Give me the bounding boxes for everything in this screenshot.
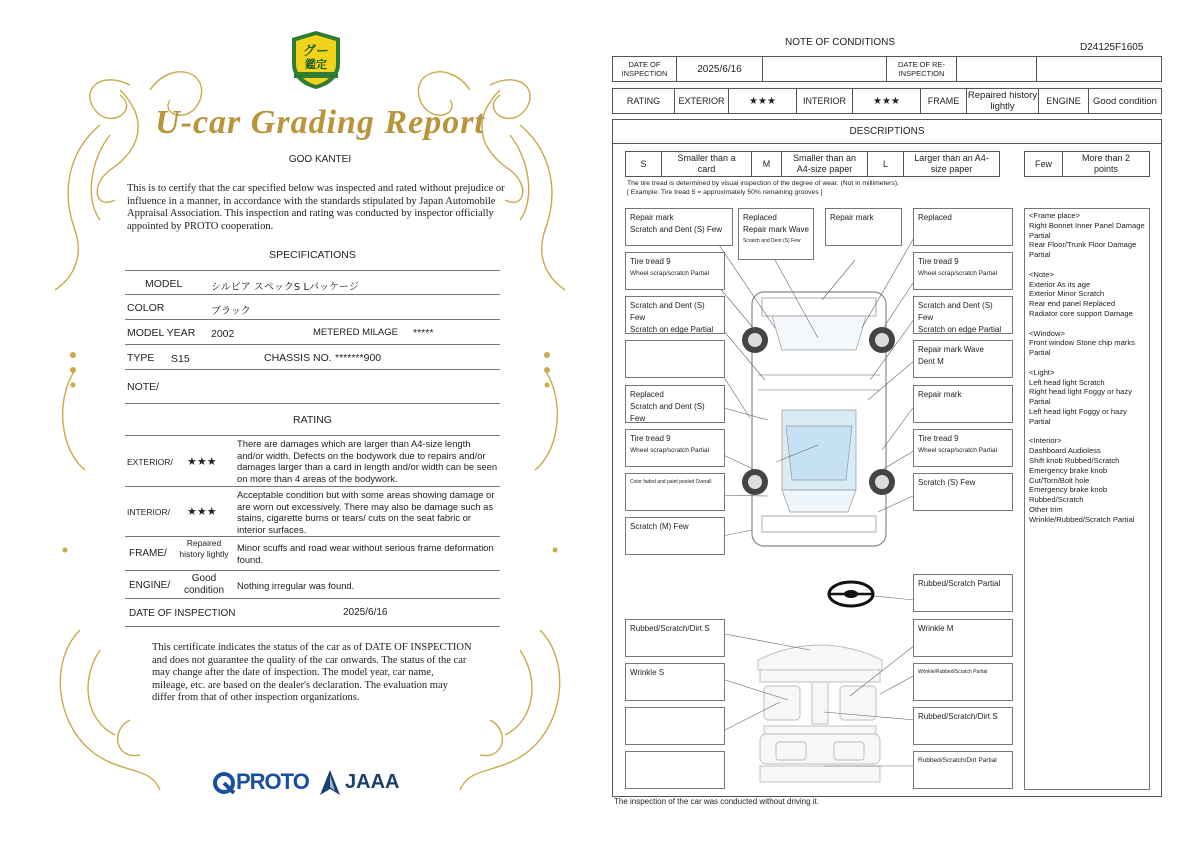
side-note-line: Shift knob Rubbed/Scratch (1029, 455, 1120, 465)
frame-value: Repaired history lightly (179, 538, 229, 559)
legend-s: S (626, 152, 662, 177)
side-note-line: Front window Stone chip marks Partial (1029, 338, 1135, 358)
remark-text: Scratch and Dent (S) Few (630, 225, 723, 234)
remark-box-dashboard (625, 619, 725, 657)
side-notes-panel (1024, 208, 1150, 790)
remark-text: Rubbed/Scratch/Dirt S (918, 712, 998, 721)
side-note-line: <Window> (1029, 328, 1065, 338)
interior-header-stars: ★★★ (853, 89, 921, 114)
remark-box-steering (913, 574, 1013, 612)
side-note-line (1029, 260, 1145, 270)
note-label: NOTE/ (127, 381, 160, 393)
mileage-label: METERED MILAGE (313, 327, 398, 338)
side-note-line: <Interior> (1029, 436, 1062, 446)
remark-text: Scratch (M) Few (630, 522, 689, 531)
note-title: NOTE OF CONDITIONS (785, 37, 895, 48)
remark-box-front-right-seat (913, 619, 1013, 657)
frame-desc: Minor scuffs and road wear without serious frame deformation found. (237, 542, 494, 565)
side-note-line: <Note> (1029, 269, 1054, 279)
tire-rear-left (742, 469, 768, 495)
reinsp-header: DATE OF RE-INSPECTION (887, 57, 957, 82)
remark-text: Scratch on edge Partial (918, 325, 1002, 334)
engine-label: ENGINE/ (129, 580, 171, 591)
type-value: S15 (171, 353, 190, 365)
side-note-line (1029, 358, 1145, 368)
exterior-desc: There are damages which are larger than A4-size length and/or width. Defects on the bodywork due to repairs and/or damages larger than a card in length and/or width can be seen on more than 4 areas of the bodywork. (237, 438, 498, 484)
model-label: MODEL (145, 278, 183, 290)
side-notes-list (1029, 211, 1145, 525)
side-note-line: Left head light Scratch (1029, 377, 1105, 387)
note-code: D24125F1605 (1080, 42, 1144, 53)
remark-box-tire-rear-left (625, 429, 725, 467)
side-note-line: Rear Floor/Trunk Floor Damage Partial (1029, 240, 1137, 260)
report-subtitle: GOO KANTEI (288, 154, 352, 165)
side-note-line: Radiator core support Damage (1029, 308, 1133, 318)
doi-header-value: 2025/6/16 (677, 57, 763, 82)
remark-text: Tire tread 9 (918, 257, 959, 266)
side-note-line: Other trim Wrinkle/Rubbed/Scratch Partial (1029, 504, 1135, 524)
exterior-header: EXTERIOR (675, 89, 729, 114)
remark-text: Wrinkle/Rubbed/Scratch Partial (918, 669, 988, 675)
remark-text: Dent M (918, 357, 944, 366)
model-value: シルビア スペックS Lパッケージ (211, 282, 359, 293)
report-footer: This certificate indicates the status of the car as of DATE OF INSPECTION and does not guarantee the quality of the car onwards. The status of the car may change after the date of inspection. The model year, car name, mileage, etc. are based on the dealer's declaration. The evaluation may differ from that of other inspection organizations. (152, 642, 472, 703)
car-interior-diagram (720, 630, 920, 800)
side-note-line: Emergency brake knob Cut/Torn/Bolt hole (1029, 465, 1108, 485)
remark-text: Scratch (S) Few (918, 478, 976, 487)
inspection-date-row (612, 56, 1162, 82)
side-note-line: Right head light Foggy or hazy Partial (1029, 387, 1132, 407)
remark-box-center-console (913, 707, 1013, 745)
remark-text: Replaced (918, 213, 952, 222)
legend-m: M (752, 152, 782, 177)
interior-desc: Acceptable condition but with some areas showing damage or are worn out excessively. There may also be damage such as stains, cigarette burns or tears/ cuts on the seat fabric or interior surfaces. (237, 489, 495, 535)
year-label: MODEL YEAR (127, 327, 196, 339)
remark-text: Replaced (630, 390, 664, 399)
remark-box-rear-seat (913, 751, 1013, 789)
rating-row (612, 88, 1162, 114)
side-note-line (1029, 319, 1145, 329)
remark-text: Tire tread 9 (630, 434, 671, 443)
remark-box-left-fender (625, 296, 725, 334)
remark-box-right-door-trim (913, 663, 1013, 701)
engine-value: Good condition (183, 573, 225, 596)
remark-box-left-door-trim (625, 707, 725, 745)
interior-label: INTERIOR/ (127, 507, 170, 517)
remark-text: Wheel scrap/scratch Partial (630, 447, 710, 454)
remark-text: Tire tread 9 (918, 434, 959, 443)
rating-header: RATING (613, 89, 675, 114)
remark-box-tire-front-right (913, 252, 1013, 290)
remark-text: Color faded and paint peeled Overall (630, 479, 712, 485)
side-note-line: Emergency brake knob Rubbed/Scratch (1029, 485, 1108, 505)
legend-l: L (868, 152, 904, 177)
frame-header-value: Repaired history lightly (967, 90, 1038, 112)
tire-rear-right (869, 469, 895, 495)
exterior-label: EXTERIOR/ (127, 457, 173, 467)
color-label: COLOR (127, 302, 165, 314)
side-note-line: Exterior As its age (1029, 279, 1091, 289)
chassis-value: *******900 (335, 352, 382, 364)
frame-header: FRAME (921, 89, 967, 114)
seal-top-text: グー (302, 43, 329, 58)
grading-report (40, 30, 600, 810)
side-note-line: Dashboard Audioless (1029, 446, 1101, 456)
steering-wheel-icon (826, 578, 876, 610)
remark-text: Repair mark (830, 213, 874, 222)
remark-text: Repair mark Wave (918, 345, 984, 354)
remark-text: Wrinkle S (630, 668, 665, 677)
specs-heading: SPECIFICATIONS (269, 249, 356, 261)
tire-note-1: The tire tread is determined by visual inspection of the degree of wear. (Not in millimeters). (627, 180, 899, 187)
size-legend (625, 151, 1000, 177)
legend-l-desc: Larger than an A4-size paper (904, 152, 1000, 177)
doi-label: DATE OF INSPECTION (129, 608, 236, 619)
exterior-stars: ★★★ (187, 455, 217, 468)
remark-box-front-left-corner (625, 208, 733, 246)
side-note-line: Rear end panel Replaced (1029, 299, 1116, 309)
side-note-line: <Frame place> (1029, 211, 1081, 220)
remark-text: Repair mark Wave (743, 225, 809, 234)
remark-text: Repair mark (918, 390, 962, 399)
rating-heading: RATING (293, 414, 332, 426)
tire-note-2: [ Example: Tire tread 5 = approximately 50% remaining grooves ] (627, 189, 823, 196)
side-note-line: <Light> (1029, 367, 1055, 377)
remark-box-roof (625, 473, 725, 511)
remark-box-front-bumper (738, 208, 814, 260)
legend-few: Few (1025, 152, 1063, 177)
remark-box-left-door (625, 340, 725, 378)
remark-text: Scratch and Dent (S) Few (743, 238, 801, 244)
remark-box-tire-front-left (625, 252, 725, 290)
specs-table (125, 270, 500, 404)
mileage-value: ***** (413, 327, 434, 339)
remark-box-bonnet (825, 208, 902, 246)
frame-label: FRAME/ (129, 548, 167, 559)
remark-box-rear-right-quarter (913, 473, 1013, 511)
remark-box-rear-bumper (625, 517, 725, 555)
remark-box-right-fender (913, 296, 1013, 334)
proto-logo-text: PROTO (236, 769, 309, 794)
remark-text: Wheel scrap/scratch Partial (918, 270, 998, 277)
side-note-line (1029, 427, 1145, 437)
legend-m-desc: Smaller than an A4-size paper (782, 152, 868, 177)
report-intro: This is to certify that the car specified below was inspected and rated without prejudice or influence in a manner, in accordance with the standards stipulated by Japan Automobile Appraisal Association. This inspection and rating was conducted by inspector officially appointed by PROTO cooperation. (127, 183, 505, 232)
rating-table (125, 435, 500, 627)
descriptions-heading: DESCRIPTIONS (613, 120, 1161, 144)
chassis-label: CHASSIS NO. (264, 352, 332, 364)
note-footer: The inspection of the car was conducted without driving it. (614, 797, 819, 806)
remark-text: Rubbed/Scratch/Dirt S (630, 624, 710, 633)
engine-header-value: Good condition (1089, 89, 1162, 114)
year-value: 2002 (211, 328, 235, 340)
interior-stars: ★★★ (187, 505, 217, 518)
proto-mark-icon (212, 771, 236, 795)
doi-value: 2025/6/16 (343, 607, 388, 618)
side-note-line: Left head light Foggy or hazy Partial (1029, 406, 1127, 426)
remark-box-rear-left-seat (625, 751, 725, 789)
report-title: U-car Grading Report (155, 104, 485, 141)
exterior-header-stars: ★★★ (729, 89, 797, 114)
remark-box-tire-rear-right (913, 429, 1013, 467)
remark-box-front-left-seat (625, 663, 725, 701)
remark-box-right-door (913, 340, 1013, 378)
remark-text: Rubbed/Scratch Partial (918, 579, 1001, 588)
engine-header: ENGINE (1039, 89, 1089, 114)
remark-box-front-right-corner (913, 208, 1013, 246)
remark-text: Wheel scrap/scratch Partial (918, 447, 998, 454)
remark-text: Rubbed/Scratch/Dirt Partial (918, 757, 997, 764)
remark-text: Replaced (743, 213, 777, 222)
remark-text: Wheel scrap/scratch Partial (630, 270, 710, 277)
remark-text: Scratch and Dent (S) Few (630, 301, 705, 322)
legend-s-desc: Smaller than a card (662, 152, 752, 177)
legend-few-desc: More than 2 points (1063, 152, 1150, 177)
type-label: TYPE (127, 352, 155, 364)
remark-box-right-rocker (913, 385, 1013, 423)
remark-text: Scratch and Dent (S) Few (918, 301, 993, 322)
seal-bottom-text: 鑑定 (305, 59, 327, 71)
few-legend (1024, 151, 1150, 177)
remark-text: Repair mark (630, 213, 674, 222)
side-note-line: Right Bonnet Inner Panel Damage Partial (1029, 220, 1145, 240)
tire-front-right (869, 327, 895, 353)
doi-header: DATE OF INSPECTION (613, 57, 677, 82)
remark-text: Scratch on edge Partial (630, 325, 714, 334)
remark-box-left-rocker (625, 385, 725, 423)
remark-text: Scratch and Dent (S) Few (630, 402, 705, 423)
jaaa-logo-text: JAAA (345, 771, 400, 793)
tire-front-left (742, 327, 768, 353)
color-value: ブラック (211, 306, 251, 317)
engine-desc: Nothing irregular was found. (237, 580, 355, 591)
remark-text: Tire tread 9 (630, 257, 671, 266)
side-note-line: Exterior Minor Scratch (1029, 289, 1105, 299)
interior-header: INTERIOR (797, 89, 853, 114)
remark-text: Wrinkle M (918, 624, 954, 633)
jaaa-mark-icon (318, 769, 342, 797)
goo-kantei-seal (290, 30, 342, 90)
